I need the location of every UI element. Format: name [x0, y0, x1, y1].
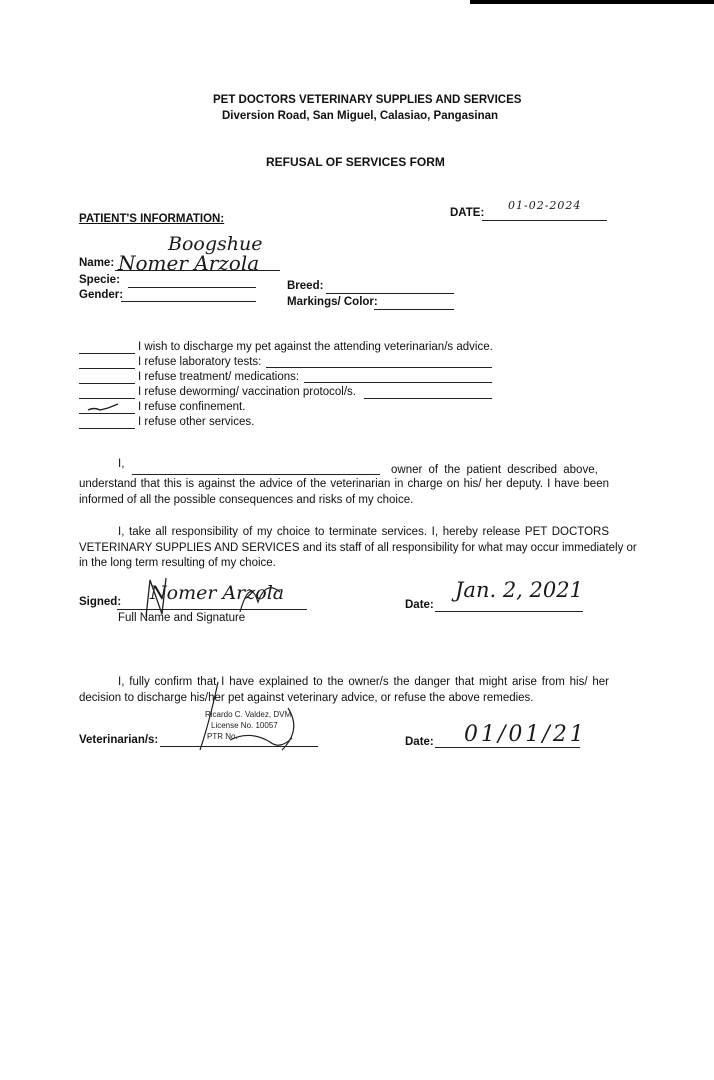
form-title: REFUSAL OF SERVICES FORM: [266, 155, 445, 169]
option-blank[interactable]: [79, 428, 135, 429]
owner-name-line[interactable]: [132, 474, 380, 475]
breed-label: Breed:: [287, 280, 324, 292]
date-value: 01-02-2024: [508, 199, 582, 212]
option-detail-line[interactable]: [266, 367, 492, 368]
vet-line2: decision to discharge his/her pet against veterinary advice, or refuse the above remedies.: [79, 691, 534, 704]
veterinarian-label: Veterinarian/s:: [79, 734, 159, 746]
owner-statement-body: [79, 477, 609, 508]
option-text: I refuse deworming/ vaccination protocol/s.: [138, 386, 356, 398]
signature-caption: Full Name and Signature: [118, 612, 246, 624]
owner-statement-line3: informed of all the possible consequences and risks of my choice.: [79, 493, 414, 506]
date-label: DATE:: [450, 207, 485, 219]
option-blank[interactable]: [79, 353, 135, 354]
vet-stamp-ptr: PTR No.: [207, 732, 238, 741]
owner-signature: Nomer Arzola: [150, 582, 285, 604]
gender-label: Gender:: [79, 289, 124, 301]
option-detail-line[interactable]: [304, 382, 492, 383]
vet-stamp-license: License No. 10057: [211, 721, 278, 730]
date-field-line[interactable]: [482, 220, 607, 221]
owner-name-handwritten: Nomer Arzola: [118, 251, 260, 275]
markings-field-line[interactable]: [374, 309, 454, 310]
release-line3: in the long term resulting of my choice.: [79, 557, 276, 569]
vet-date-label: Date:: [405, 736, 434, 748]
option-text: I refuse other services.: [138, 416, 255, 428]
option-blank[interactable]: [79, 368, 135, 369]
vet-date-value: 01/01/21: [464, 722, 587, 747]
owner-date-value: Jan. 2, 2021: [455, 578, 583, 602]
specie-label: Specie:: [79, 274, 120, 286]
owner-date-label: Date:: [405, 599, 434, 611]
vet-signature-flourish-icon: [170, 680, 310, 760]
release-line2: VETERINARY SUPPLIES AND SERVICES and its staff of all responsibility for what may occur immediately or: [79, 541, 637, 554]
option-text: I wish to discharge my pet against the attending veterinarian/s advice.: [138, 341, 493, 353]
specie-field-line[interactable]: [128, 287, 256, 288]
owner-statement-line1-end: owner of the patient described above,: [391, 464, 598, 476]
release-line1: I, take all responsibility of my choice to terminate services. I, hereby release PET DOCTORS: [118, 526, 609, 538]
option-text: I refuse treatment/ medications:: [138, 371, 300, 383]
owner-date-line[interactable]: [435, 611, 583, 612]
breed-field-line[interactable]: [326, 293, 454, 294]
option-detail-line[interactable]: [364, 398, 492, 399]
option-text: I refuse laboratory tests:: [138, 356, 262, 368]
option-blank[interactable]: [79, 398, 135, 399]
option-text: I refuse confinement.: [138, 401, 246, 413]
pet-name-handwritten: Boogshue: [168, 233, 263, 255]
scan-edge-mark: [470, 0, 714, 4]
business-name: PET DOCTORS VETERINARY SUPPLIES AND SERVICES: [213, 94, 522, 106]
vet-stamp-name: Ricardo C. Valdez, DVM: [205, 710, 292, 719]
vet-line1: I, fully confirm that I have explained to the owner/s the danger that might arise from his/ her: [118, 676, 609, 688]
owner-statement-line2: understand that this is against the advice of the veterinarian in charge on his/ her deputy. I have been: [79, 478, 609, 490]
signed-label: Signed:: [79, 596, 122, 608]
checkmark-icon: [80, 400, 140, 414]
business-address: Diversion Road, San Miguel, Calasiao, Pangasinan: [222, 110, 499, 122]
vet-statement: [79, 675, 609, 706]
patient-section-label: PATIENT'S INFORMATION:: [79, 213, 225, 225]
name-label: Name:: [79, 257, 115, 269]
markings-label: Markings/ Color:: [287, 296, 378, 308]
option-blank[interactable]: [79, 383, 135, 384]
vet-date-line[interactable]: [435, 747, 580, 748]
owner-i-label: I,: [118, 458, 125, 470]
gender-field-line[interactable]: [121, 301, 256, 302]
release-statement: [79, 525, 637, 572]
